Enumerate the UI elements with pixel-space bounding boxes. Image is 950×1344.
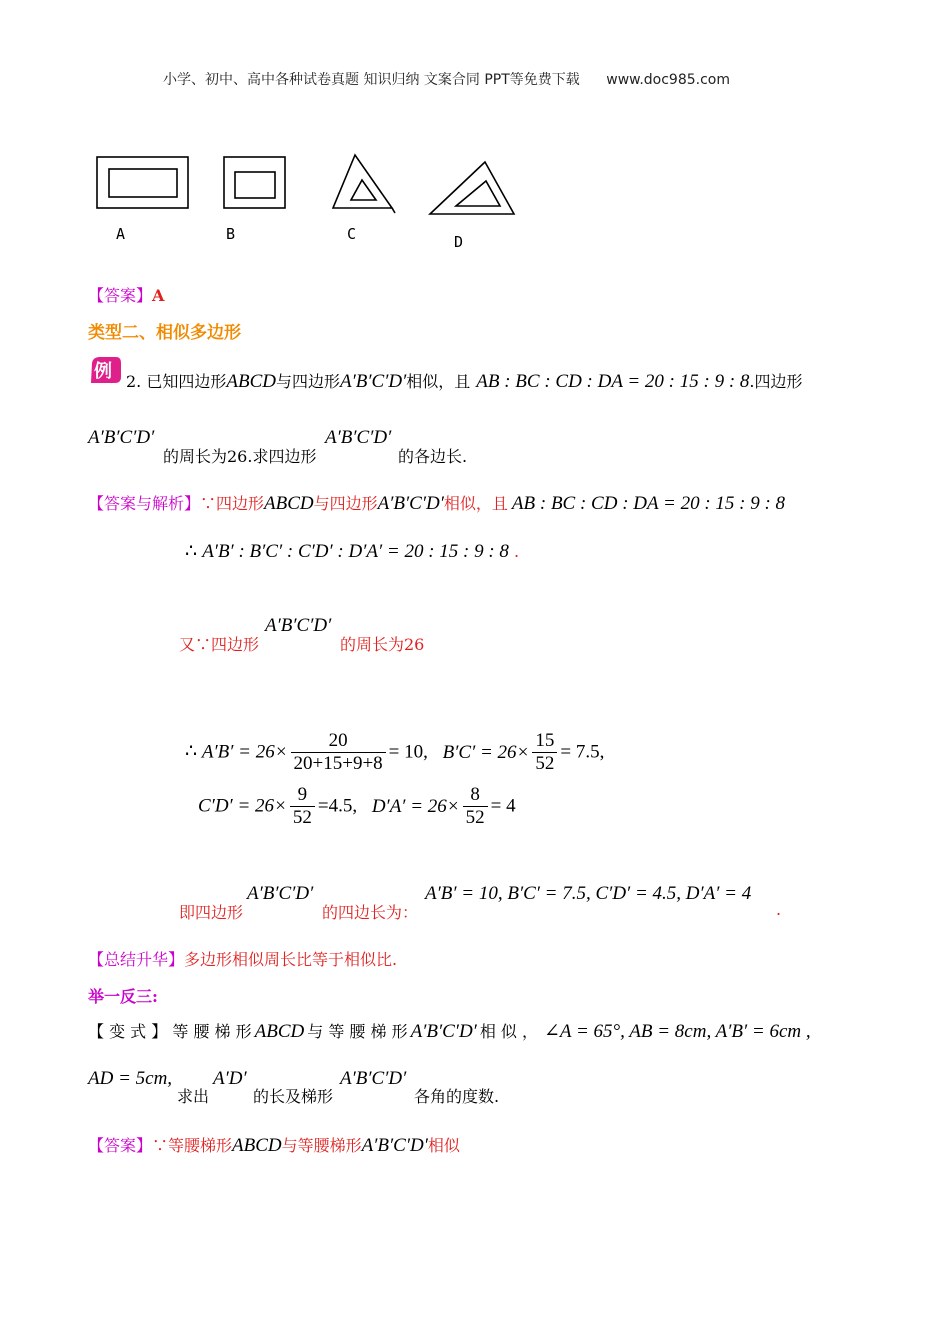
solution-also: 又∵四边形	[179, 635, 260, 654]
math-conditions: ∠A = 65°, AB = 8cm, A′B′ = 6cm ,	[544, 1021, 811, 1042]
math-abcd-prime: A′B′C′D′	[410, 1021, 477, 1042]
therefore-symbol: ∴	[185, 541, 198, 562]
fraction-denominator: 52	[465, 807, 485, 828]
answer-text: ∵等腰梯形	[152, 1136, 233, 1155]
result-mid: 的四边长为：	[322, 903, 419, 922]
calc2-post: = 7.5,	[560, 741, 605, 763]
example-text: 与四边形	[275, 372, 340, 391]
math-abcd-prime: A′B′C′D′	[340, 371, 407, 392]
figure-c	[333, 155, 395, 213]
variant-line-1	[88, 1019, 811, 1043]
figure-d	[430, 162, 514, 214]
calc2-pre: B′C′ = 26×	[442, 741, 530, 763]
fraction-2	[532, 730, 557, 775]
summary-tag: 【总结升华】	[88, 950, 185, 969]
math-abcd-prime: A′B′C′D′	[361, 1135, 428, 1156]
shape-figures	[0, 140, 560, 250]
summary-line	[88, 947, 397, 970]
solution-dot: .	[514, 542, 520, 561]
math-abcd: ABCD	[264, 493, 314, 514]
variant-text: 各角的度数.	[414, 1087, 500, 1106]
calc1-post: = 10,	[388, 741, 428, 763]
math-abcd-prime: A′B′C′D′	[340, 1068, 407, 1089]
fraction-1	[291, 730, 386, 775]
solution-text: ∵四边形	[200, 494, 265, 513]
math-abcd-prime: A′B′C′D′	[88, 427, 155, 448]
figure-label-d: D	[454, 233, 464, 251]
answer-2	[88, 1133, 460, 1157]
math-abcd: ABCD	[254, 1021, 305, 1042]
fraction-3	[290, 784, 315, 829]
math-adp: A′D′	[213, 1068, 247, 1089]
fraction-numerator: 8	[463, 784, 488, 807]
fraction-4	[463, 784, 488, 829]
variant-tag: 【 变 式 】	[88, 1022, 168, 1041]
example-text: 的各边长.	[398, 447, 468, 466]
result-pre: 即四边形	[179, 903, 244, 922]
calc3-post: =4.5,	[317, 795, 358, 817]
fraction-numerator: 15	[532, 730, 557, 753]
calc1-pre: A′B′ = 26×	[201, 741, 288, 763]
practice-title: 举一反三:	[88, 987, 158, 1006]
fraction-numerator: 20	[291, 730, 386, 753]
variant-text: 的长及梯形	[253, 1087, 334, 1106]
solution-line-1	[88, 491, 785, 515]
summary-text: 多边形相似周长比等于相似比.	[184, 950, 398, 969]
figure-a	[97, 157, 188, 208]
variant-text: 相 似 ，	[479, 1022, 539, 1041]
solution-text: 相似，且	[443, 494, 508, 513]
result-dot: .	[776, 900, 782, 919]
math-ratio: AB : BC : CD : DA = 20 : 15 : 9 : 8	[511, 493, 786, 514]
answer-text: 相似	[427, 1136, 460, 1155]
fraction-denominator: 20+15+9+8	[293, 753, 383, 774]
answer-value: A	[152, 286, 165, 305]
solution-perimeter: 的周长为26	[340, 635, 425, 654]
example-badge	[88, 355, 120, 385]
solution-tag: 【答案与解析】	[88, 494, 201, 513]
example-number: 2.	[126, 372, 142, 391]
result-values: A′B′ = 10, B′C′ = 7.5, C′D′ = 4.5, D′A′ = 4	[425, 883, 752, 904]
solution-ratio-prime	[185, 540, 519, 563]
calc-row-1	[185, 730, 604, 775]
calc-row-2	[198, 784, 516, 829]
header-url[interactable]: www.doc985.com	[606, 72, 730, 88]
page-header	[163, 69, 730, 89]
math-abcd-prime: A′B′C′D′	[247, 883, 314, 904]
variant-text: 与 等 腰 梯 形	[307, 1022, 408, 1041]
example-line-1	[126, 369, 803, 393]
answer-tag: 【答案】	[88, 286, 153, 305]
section-title: 类型二、相似多边形	[88, 323, 241, 343]
math-abcd: ABCD	[232, 1135, 282, 1156]
answer-1	[88, 283, 164, 306]
header-text: 小学、初中、高中各种试卷真题 知识归纳 文案合同 PPT等免费下载	[163, 72, 580, 88]
example-text: 已知四边形	[146, 372, 227, 391]
math-abcd: ABCD	[226, 371, 276, 392]
math-abcd-prime: A′B′C′D′	[265, 615, 332, 636]
math-ratio: AB : BC : CD : DA = 20 : 15 : 9 : 8	[476, 371, 750, 392]
example-text: .四边形	[749, 372, 803, 391]
example-text: 的周长为26.求四边形	[163, 447, 317, 466]
therefore-symbol: ∴	[185, 740, 198, 762]
example-text: 相似，且	[406, 372, 471, 391]
example-badge-text: 例	[94, 361, 112, 382]
figure-label-c: C	[347, 225, 357, 243]
calc3-pre: C′D′ = 26×	[198, 795, 287, 817]
figure-label-a: A	[116, 225, 126, 243]
figure-label-b: B	[226, 225, 236, 243]
calc4-post: = 4	[490, 795, 516, 817]
figure-b	[224, 157, 285, 208]
answer-tag: 【答案】	[88, 1136, 153, 1155]
fraction-denominator: 52	[292, 807, 312, 828]
math-abcd-prime: A′B′C′D′	[325, 427, 392, 448]
calc4-pre: D′A′ = 26×	[371, 795, 460, 817]
math-ad: AD = 5cm,	[88, 1068, 173, 1089]
math-ratio-prime: A′B′ : B′C′ : C′D′ : D′A′ = 20 : 15 : 9 : 8	[202, 541, 509, 562]
fraction-denominator: 52	[535, 753, 555, 774]
variant-text: 等 腰 梯 形	[172, 1022, 252, 1041]
answer-text: 与等腰梯形	[281, 1136, 362, 1155]
variant-text: 求出	[177, 1087, 210, 1106]
solution-text: 与四边形	[313, 494, 378, 513]
fraction-numerator: 9	[290, 784, 315, 807]
math-abcd-prime: A′B′C′D′	[377, 493, 444, 514]
